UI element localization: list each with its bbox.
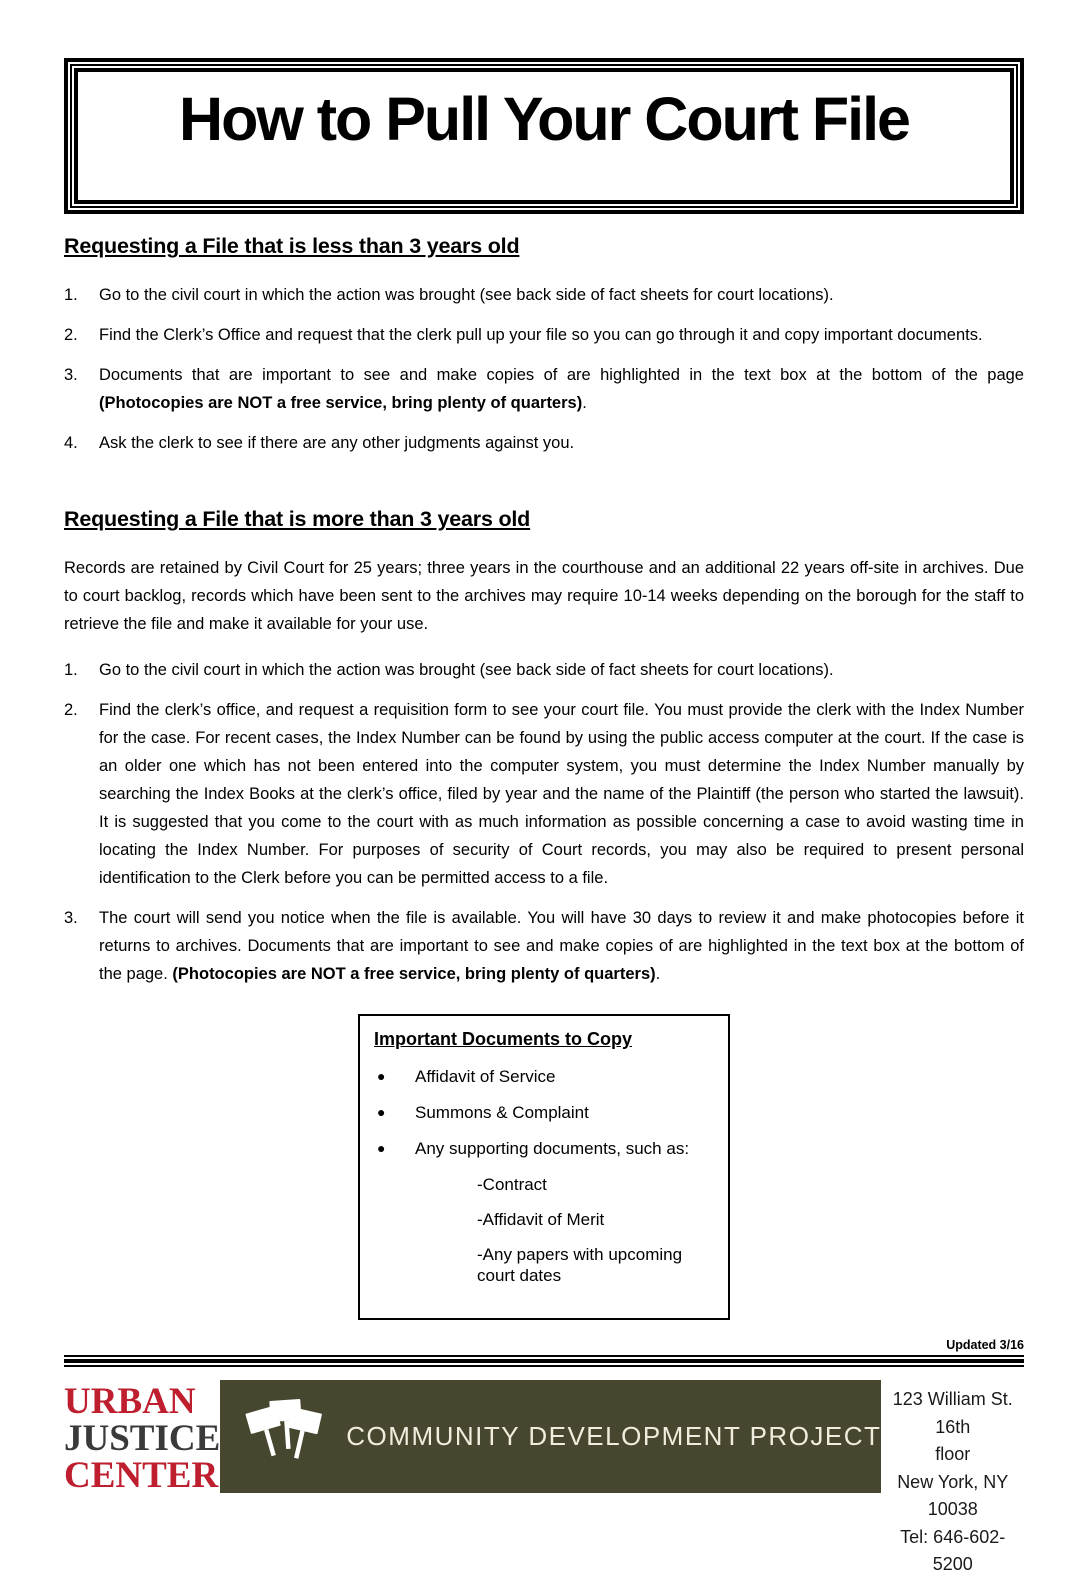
updated-date: Updated 3/16 — [946, 1338, 1024, 1352]
cdp-banner-text: COMMUNITY DEVELOPMENT PROJECT — [346, 1421, 882, 1451]
item-text: Go to the civil court in which the action was brought (see back side of fact sheets for court locations). — [99, 286, 834, 304]
address-line: Tel: 646-602-5200 — [900, 1526, 1006, 1574]
footer-rule — [64, 1355, 1024, 1367]
item-text — [99, 361, 1024, 417]
list-item — [64, 361, 1024, 417]
bullet-text: Summons & Complaint — [415, 1103, 589, 1122]
sub-item: -Any papers with upcoming court dates — [477, 1245, 683, 1285]
bullet-text: Any supporting documents, such as: — [415, 1139, 690, 1158]
rule-line — [64, 1365, 1024, 1367]
item-text-normal: Documents that are important to see and make copies of are highlighted in the text box at the bottom of the page — [99, 366, 1024, 384]
title-box — [64, 58, 1024, 214]
item-text-normal: The court will send you notice when the file is available. You will have 30 days to review it and make photocopies before it returns to archives. Documents that are important to see and make copies of are highlighted in the text box at the bottom of the page. — [99, 909, 1024, 983]
item-number: 4. — [64, 434, 78, 452]
item-text: Find the clerk’s office, and request a requisition form to see your court file. You must provide the clerk with the Index Number for the case. For recent cases, the Index Number can be found by using the public access computer at the court. If the case is an older one which has not been entered into the computer system, you must determine the Index Number manually by searching the Index Books at the clerk’s office, filed by year and the name of the Plaintiff (the person who started the lawsuit). It is suggested that you come to the court with as much information as possible concerning a case to avoid wasting time in locating the Index Number. For purposes of security of Court records, you may also be required to present personal identification to the Clerk before you can be permitted access to a file. — [99, 701, 1024, 887]
title-box-inner-border — [74, 68, 1014, 204]
list-item — [64, 281, 1024, 309]
item-text: Ask the clerk to see if there are any other judgments against you. — [99, 434, 575, 452]
list-item — [64, 321, 1024, 349]
title-box-middle-border — [70, 64, 1018, 208]
sub-item: -Affidavit of Merit — [477, 1210, 605, 1229]
important-documents-box — [358, 1014, 730, 1320]
footer — [64, 1380, 1024, 1574]
sub-item: -Contract — [477, 1175, 547, 1194]
logo-line-urban: URBAN — [64, 1381, 196, 1422]
logo-line-justice: JUSTICE — [64, 1418, 221, 1459]
list-item — [64, 696, 1024, 892]
urban-justice-center-logo — [64, 1380, 221, 1496]
bullet-item — [374, 1138, 714, 1159]
item-text-normal: . — [582, 394, 587, 412]
picket-signs-icon — [244, 1395, 324, 1479]
item-number: 2. — [64, 701, 78, 719]
page-title: How to Pull Your Court File — [179, 85, 909, 153]
item-text-bold: (Photocopies are NOT a free service, bring plenty of quarters) — [99, 394, 583, 412]
item-number: 3. — [64, 909, 78, 927]
address-block — [881, 1380, 1024, 1574]
bullet-item — [374, 1102, 714, 1123]
bullet-icon: ● — [377, 1140, 386, 1156]
address-line: 123 William St. 16th — [892, 1389, 1013, 1437]
section-intro-paragraph: Records are retained by Civil Court for 25 years; three years in the courthouse and an additional 22 years off-site in archives. Due to court backlog, records which have been sent to the archives may require 10-14 weeks depending on the borough for the staff to retrieve the file and make it available for your use. — [64, 559, 1024, 633]
section-heading-less-than-3-years: Requesting a File that is less than 3 years old — [64, 234, 520, 258]
rule-line — [64, 1355, 1024, 1357]
bullet-text: Affidavit of Service — [415, 1067, 556, 1086]
section-heading-more-than-3-years: Requesting a File that is more than 3 years old — [64, 507, 531, 531]
item-number: 1. — [64, 661, 78, 679]
item-text — [99, 904, 1024, 988]
logo-line-center: CENTER — [64, 1455, 219, 1496]
item-text-bold: (Photocopies are NOT a free service, bring plenty of quarters) — [172, 965, 656, 983]
item-text-normal: . — [655, 965, 661, 983]
item-text: Go to the civil court in which the action was brought (see back side of fact sheets for court locations). — [99, 661, 834, 679]
address-line: New York, NY 10038 — [897, 1471, 1009, 1519]
bullet-item — [374, 1066, 714, 1087]
item-number: 1. — [64, 286, 78, 304]
item-text: Find the Clerk’s Office and request that the clerk pull up your file so you can go through it and copy important documents. — [99, 326, 983, 344]
item-number: 2. — [64, 326, 78, 344]
bullet-icon: ● — [377, 1068, 386, 1084]
bullet-icon: ● — [377, 1104, 386, 1120]
list-item — [64, 656, 1024, 684]
list-less-than-3-years — [64, 281, 1024, 457]
list-item — [64, 429, 1024, 457]
item-number: 3. — [64, 366, 78, 384]
list-item — [64, 904, 1024, 988]
important-documents-heading: Important Documents to Copy — [374, 1029, 633, 1049]
cdp-banner — [220, 1380, 881, 1493]
address-line: floor — [935, 1444, 971, 1464]
list-more-than-3-years — [64, 656, 1024, 988]
rule-line — [64, 1359, 1024, 1363]
